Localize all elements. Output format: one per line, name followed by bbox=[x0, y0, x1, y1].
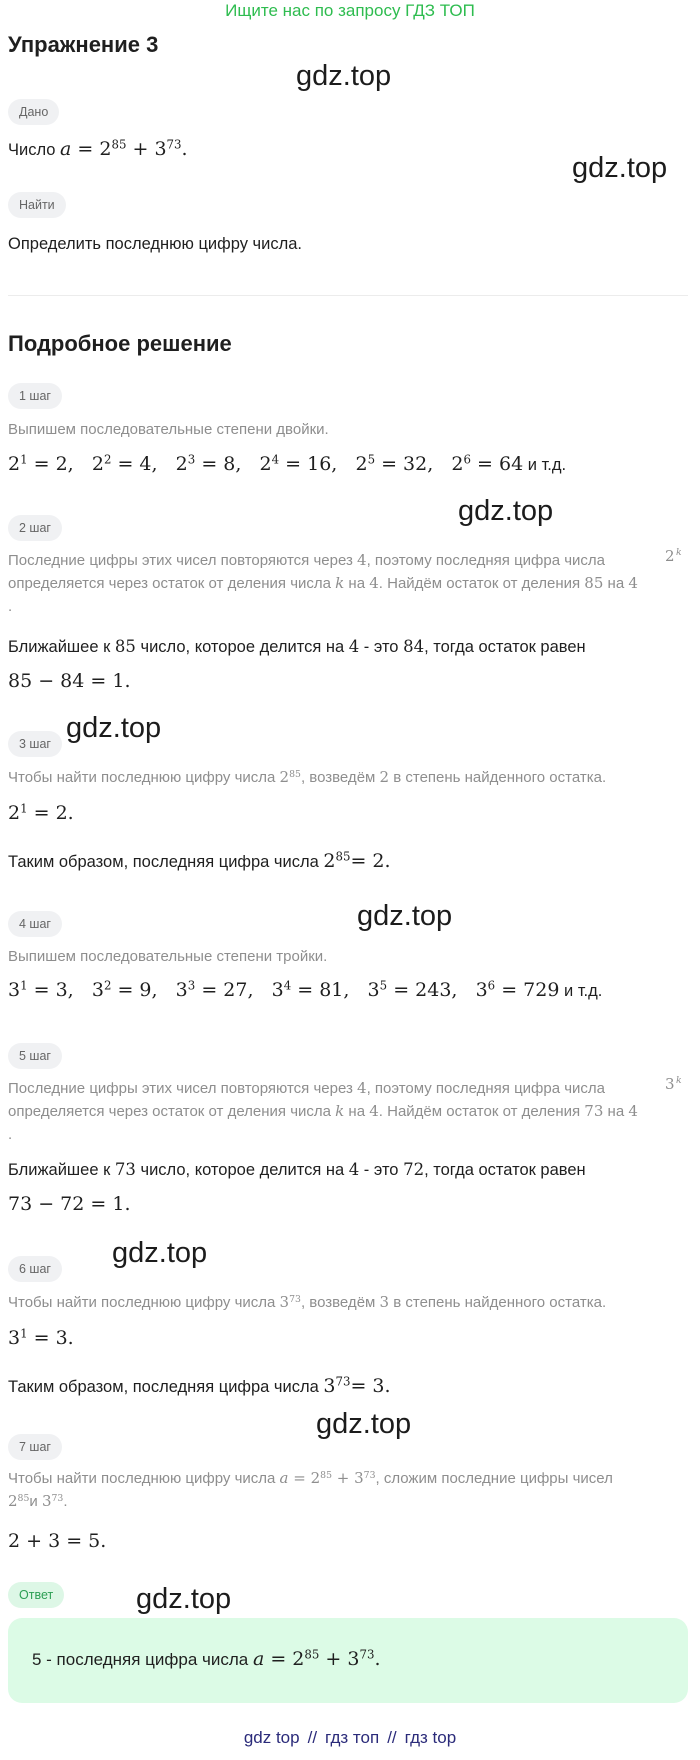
given-text: Число $a = 2^{85} + 3^{73}$. bbox=[8, 137, 188, 160]
step-5-badge: 5 шаг bbox=[8, 1043, 62, 1069]
step-3-badge: 3 шаг bbox=[8, 731, 62, 757]
watermark: gdz.top bbox=[296, 60, 392, 92]
step-1-powers-line: $2^1 = 2$, $2^2 = 4$, $2^3 = 8$, $2^4 = 16$, $2^5 = 32$, $2^6 = 64$ и т.д. bbox=[8, 452, 567, 475]
answer-box bbox=[8, 1618, 688, 1703]
watermark: gdz.top bbox=[357, 900, 453, 932]
watermark: gdz.top bbox=[572, 152, 668, 184]
step-6-note: Чтобы найти последнюю цифру числа $3^{73}$, возведём 3 в степень найденного остатка. bbox=[8, 1293, 607, 1311]
page-title: Упражнение 3 bbox=[8, 32, 159, 57]
step-4-note: Выпишем последовательные степени тройки. bbox=[8, 948, 328, 965]
step-2-note: Последние цифры этих чисел повторяются через 4, поэтому последняя цифра числа 2 k определяется через остаток от деления числа k на 4. Найдём остаток от деления 85 на 4 . bbox=[8, 547, 682, 615]
step-4-badge: 4 шаг bbox=[8, 911, 62, 937]
find-text: Определить последнюю цифру числа. bbox=[8, 235, 302, 253]
step-7-note: Чтобы найти последнюю цифру числа $a = 2^{85} + 3^{73}$, сложим последние цифры чисел $2^{85}и$ $3^{73}$. bbox=[8, 1469, 613, 1510]
step-3-calc: $2^1 = 2$. bbox=[8, 801, 74, 824]
step-4-powers-line: $3^1 = 3$, $3^2 = 9$, $3^3 = 27$, $3^4 = 81$, $3^5 = 243$, $3^6 = 729$ и т.д. bbox=[8, 978, 603, 1001]
step-5-line: Ближайшее к 73 число, которое делится на 4 - это 72, тогда остаток равен bbox=[8, 1160, 586, 1179]
answer-badge: Ответ bbox=[8, 1582, 64, 1608]
step-7-badge: 7 шаг bbox=[8, 1434, 62, 1460]
step-6-calc: $3^1 = 3$. bbox=[8, 1326, 74, 1349]
watermark: gdz.top bbox=[112, 1237, 208, 1269]
step-2-line: Ближайшее к 85 число, которое делится на 4 - это 84, тогда остаток равен bbox=[8, 637, 586, 656]
step-1-badge: 1 шаг bbox=[8, 383, 62, 409]
step-6-badge: 6 шаг bbox=[8, 1256, 62, 1282]
step-2-calc: 85 − 84 = 1. bbox=[8, 670, 131, 692]
footer-link[interactable]: гдз топ bbox=[325, 1728, 380, 1747]
footer-separator: // bbox=[387, 1728, 397, 1747]
step-3-conclusion: Таким образом, последняя цифра числа $2^{85}= 2$. bbox=[8, 849, 391, 872]
top-banner: Ищите нас по запросу ГДЗ ТОП bbox=[225, 1, 475, 20]
step-3-note: Чтобы найти последнюю цифру числа $2^{85}$, возведём 2 в степень найденного остатка. bbox=[8, 768, 607, 786]
footer-separator: // bbox=[307, 1728, 318, 1747]
watermark: gdz.top bbox=[66, 712, 162, 744]
footer-link[interactable]: гдз top bbox=[404, 1728, 457, 1747]
find-badge: Найти bbox=[8, 192, 66, 218]
footer-links bbox=[0, 1728, 700, 1748]
watermark: gdz.top bbox=[316, 1408, 412, 1440]
solution-title: Подробное решение bbox=[8, 331, 232, 356]
step-7-calc: 2 + 3 = 5. bbox=[8, 1530, 107, 1552]
divider bbox=[8, 295, 688, 296]
step-6-conclusion: Таким образом, последняя цифра числа $3^{73}= 3$. bbox=[8, 1374, 391, 1397]
step-5-calc: 73 − 72 = 1. bbox=[8, 1193, 131, 1215]
given-badge: Дано bbox=[8, 99, 59, 125]
answer-text: 5 - последняя цифра числа $a = 2^{85} + 3^{73}$. bbox=[32, 1647, 381, 1670]
step-2-badge: 2 шаг bbox=[8, 515, 62, 541]
step-1-note: Выпишем последовательные степени двойки. bbox=[8, 421, 329, 438]
footer-link[interactable]: gdz top bbox=[243, 1728, 300, 1747]
watermark: gdz.top bbox=[136, 1583, 232, 1615]
watermark: gdz.top bbox=[458, 495, 554, 527]
step-5-note: Последние цифры этих чисел повторяются через 4, поэтому последняя цифра числа 3 k определяется через остаток от деления числа k на 4. Найдём остаток от деления 73 на 4 . bbox=[8, 1075, 682, 1143]
